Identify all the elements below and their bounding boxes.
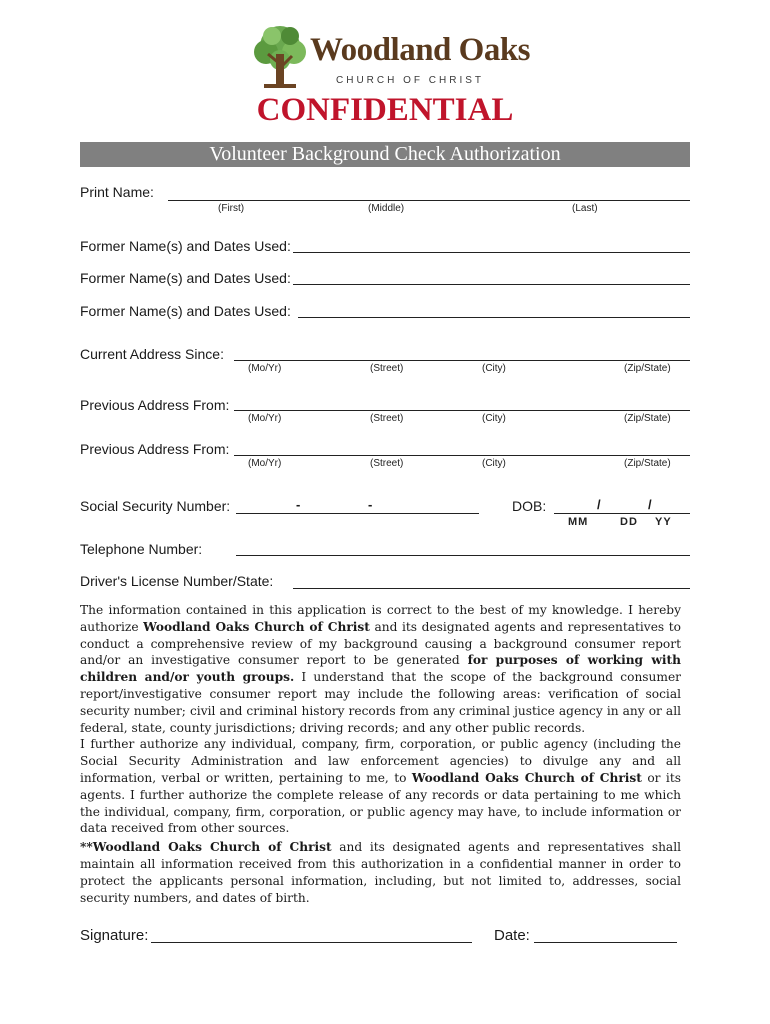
text: and its designated agents and representatives shall maintain all information received from this authorization in a confidential manner in order to protect the applicants personal information, including, but not limited to, addresses, social security numbers, and dates of birth. — [80, 840, 681, 905]
address-street-caption: (Street) — [370, 458, 404, 469]
dob-separator-2: / — [648, 497, 652, 512]
ssn-separator-2: - — [368, 497, 373, 512]
form-title-bar — [80, 142, 690, 167]
ssn-separator-1: - — [296, 497, 301, 512]
asterisks: ** — [80, 840, 93, 855]
paragraph-3 — [80, 839, 681, 906]
address-city-caption: (City) — [482, 363, 506, 374]
paragraph-2 — [80, 736, 681, 837]
name-middle-caption: (Middle) — [368, 203, 405, 214]
dob-field[interactable] — [554, 513, 690, 514]
address-zip-caption: (Zip/State) — [624, 458, 671, 469]
address-moyr-caption: (Mo/Yr) — [248, 413, 282, 424]
previous-address-label-2: Previous Address From: — [80, 441, 230, 457]
ssn-field[interactable] — [236, 513, 479, 514]
address-zip-caption: (Zip/State) — [624, 363, 671, 374]
purpose-text: for purposes of working with children and/or youth groups. — [80, 653, 681, 685]
text: and its designated agents and representatives to conduct a comprehensive review of my background causing a background consumer report and/or an investigative consumer report to be generated — [80, 619, 681, 668]
current-address-label: Current Address Since: — [80, 346, 224, 362]
license-field[interactable] — [293, 588, 690, 589]
form-title: Volunteer Background Check Authorization — [209, 143, 561, 165]
former-name-label-2: Former Name(s) and Dates Used: — [80, 270, 291, 286]
org-name: Woodland Oaks Church of Christ — [411, 770, 642, 785]
text: I further authorize any individual, company, firm, corporation, or public agency (including the Social Security Administration and law enforcement agencies) to divulge any and all information, verbal or written, pertaining to me, to — [80, 737, 681, 785]
address-street-caption: (Street) — [370, 413, 404, 424]
date-field[interactable] — [534, 942, 677, 943]
previous-address-label-1: Previous Address From: — [80, 397, 230, 413]
signature-field[interactable] — [151, 942, 472, 943]
name-first-caption: (First) — [218, 203, 245, 214]
previous-address-field-2[interactable] — [234, 455, 690, 456]
current-address-field[interactable] — [234, 360, 690, 361]
address-city-caption: (City) — [482, 413, 506, 424]
text: I understand that the scope of the background consumer report/investigative consumer report may include the following areas: verification of social security number; civil and criminal history records from any criminal justice agency in any or all federal, state, county jurisdictions; driving records; and any other public records. — [80, 670, 682, 735]
dob-separator-1: / — [597, 497, 601, 512]
dob-yy-caption: YY — [655, 516, 672, 528]
org-name: Woodland Oaks Church of Christ — [143, 619, 370, 634]
dob-mm-caption: MM — [568, 516, 589, 528]
address-zip-caption: (Zip/State) — [624, 413, 671, 424]
name-last-caption: (Last) — [572, 203, 598, 214]
tree-icon — [250, 24, 310, 92]
address-city-caption: (City) — [482, 458, 506, 469]
dob-label: DOB: — [512, 498, 547, 514]
address-moyr-caption: (Mo/Yr) — [248, 458, 282, 469]
former-name-label-3: Former Name(s) and Dates Used: — [80, 303, 291, 319]
print-name-field[interactable] — [168, 200, 690, 201]
logo-name: Woodland Oaks — [310, 32, 531, 68]
text: or its agents. I further authorize the complete release of any records or data pertaining to me which the individual, company, firm, corporation, or public agency may have, to include information or data received from other sources. — [80, 770, 681, 836]
license-label: Driver's License Number/State: — [80, 573, 274, 589]
dob-dd-caption: DD — [620, 516, 638, 528]
print-name-label: Print Name: — [80, 184, 154, 200]
paragraph-1 — [80, 602, 681, 736]
logo-subtitle: CHURCH OF CHRIST — [336, 75, 484, 86]
signature-label: Signature: — [80, 927, 149, 944]
telephone-field[interactable] — [236, 555, 690, 556]
address-moyr-caption: (Mo/Yr) — [248, 363, 282, 374]
former-name-field-3[interactable] — [298, 317, 690, 318]
previous-address-field-1[interactable] — [234, 410, 690, 411]
former-name-label-1: Former Name(s) and Dates Used: — [80, 238, 291, 254]
org-name: Woodland Oaks Church of Christ — [92, 840, 332, 855]
text: The information contained in this application is correct to the best of my knowledge. I hereby authorize — [80, 603, 681, 634]
address-street-caption: (Street) — [370, 363, 404, 374]
telephone-label: Telephone Number: — [80, 541, 203, 557]
date-label: Date: — [494, 927, 530, 944]
confidential-heading: CONFIDENTIAL — [256, 92, 514, 128]
church-logo — [250, 22, 531, 92]
former-name-field-2[interactable] — [293, 284, 690, 285]
ssn-label: Social Security Number: — [80, 498, 231, 514]
former-name-field-1[interactable] — [293, 252, 690, 253]
authorization-text — [80, 602, 681, 906]
